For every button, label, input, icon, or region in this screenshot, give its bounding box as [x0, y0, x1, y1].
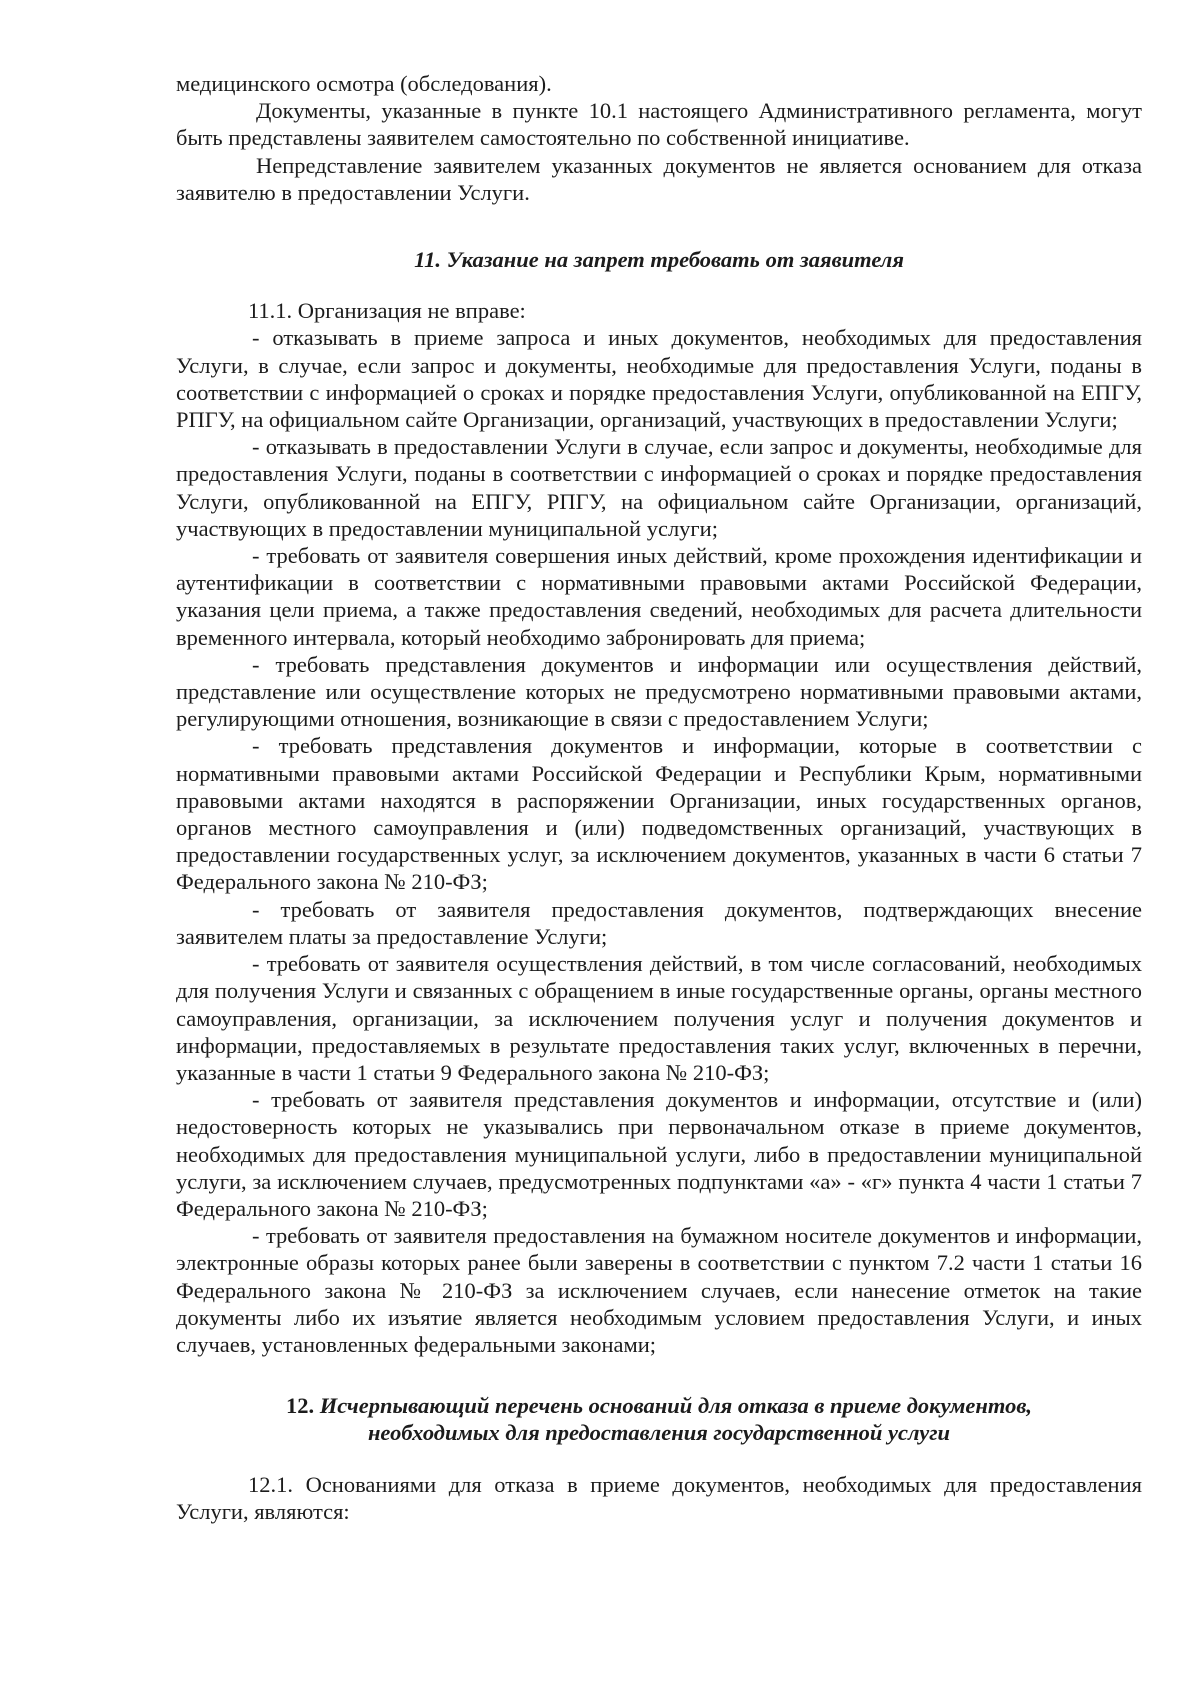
- section-11-item: - требовать от заявителя осуществления действий, в том числе согласований, необходимых для получения Услуги и связанных с обращением в иные государственные органы, органы местного самоуправления, организации, за исключением получения услуг и получения документов и информации, предоставляемых в результате предоставления таких услуг, включенных в перечни, указанные в части 1 статьи 9 Федерального закона № 210-ФЗ;: [176, 951, 1142, 1085]
- section-11-item: - требовать от заявителя совершения иных действий, кроме прохождения идентификации и аутентификации в соответствии с нормативными правовыми актами Российской Федерации, указания цели приема, а также предоставления сведений, необходимых для расчета длительности временного интервала, который необходимо забронировать для приема;: [176, 543, 1142, 650]
- section-12-lead: 12.1. Основаниями для отказа в приеме документов, необходимых для предоставления Услуги, являются:: [176, 1471, 1142, 1524]
- section-12-heading-line2: необходимых для предоставления государственной услуги: [367, 1420, 951, 1446]
- section-12-heading-line1: Исчерпывающий перечень оснований для отказа в приеме документов,: [319, 1393, 1033, 1419]
- section-11-item: - требовать представления документов и информации, которые в соответствии с нормативными правовыми актами Российской Федерации и Республики Крым, нормативными правовыми актами находятся в распоряжении Организации, иных государственных органов, органов местного самоуправления и (или) подведомственных организаций, участвующих в предоставлении государственных услуг, за исключением документов, указанных в части 6 статьи 7 Федерального закона № 210-ФЗ;: [176, 733, 1142, 895]
- continuation-line: медицинского осмотра (обследования).: [176, 71, 552, 96]
- section-11-item: - отказывать в приеме запроса и иных документов, необходимых для предоставления Услуги, в случае, если запрос и документы, необходимые для предоставления Услуги, поданы в соответствии с информацией о сроках и порядке предоставления Услуги, опубликованной на ЕПГУ, РПГУ, на официальном сайте Организации, организаций, участвующих в предоставлении Услуги;: [176, 325, 1142, 433]
- section-11-heading: 11. Указание на запрет требовать от заявителя: [414, 247, 904, 273]
- section-11-item: - требовать представления документов и информации или осуществления действий, представление или осуществление которых не предусмотрено нормативными правовыми актами, регулирующими отношения, возникающие в связи с предоставлением Услуги;: [176, 651, 1142, 732]
- section-11-item: - отказывать в предоставлении Услуги в случае, если запрос и документы, необходимые для предоставления Услуги, поданы в соответствии с информацией о сроках и порядке предоставления Услуги, опубликованной на ЕПГУ, РПГУ, на официальном сайте Организации, организаций, участвующих в предоставлении муниципальной услуги;: [176, 434, 1142, 541]
- section-11-lead: 11.1. Организация не вправе:: [248, 298, 526, 324]
- section-11: [176, 246, 1142, 1358]
- section-11-item: - требовать от заявителя предоставления документов, подтверждающих внесение заявителем платы за предоставление Услуги;: [176, 896, 1142, 949]
- section-12: [176, 1392, 1142, 1525]
- section-12-heading: [176, 1392, 1142, 1446]
- intro-paragraph-non-submission: Непредставление заявителем указанных документов не является основанием для отказа заявителю в предоставлении Услуги.: [176, 152, 1142, 205]
- section-11-item: - требовать от заявителя предоставления на бумажном носителе документов и информации, электронные образы которых ранее были заверены в соответствии с пунктом 7.2 части 1 статьи 16 Федерального закона № 210-ФЗ за исключением случаев, если нанесение отметок на такие документы либо их изъятие является необходимым условием предоставления Услуги, и иных случаев, установленных федеральными законами;: [176, 1223, 1142, 1357]
- section-12-number: 12.: [285, 1393, 315, 1419]
- intro-block: [176, 97, 1142, 206]
- intro-paragraph-documents: Документы, указанные в пункте 10.1 настоящего Административного регламента, могут быть представлены заявителем самостоятельно по собственной инициативе.: [176, 98, 1142, 151]
- section-11-item: - требовать от заявителя представления документов и информации, отсутствие и (или) недостоверность которых не указывались при первоначальном отказе в приеме документов, необходимых для предоставления муниципальной услуги, либо в предоставлении муниципальной услуги, за исключением случаев, предусмотренных подпунктами «а» - «г» пункта 4 части 1 статьи 7 Федерального закона № 210-ФЗ;: [176, 1087, 1142, 1221]
